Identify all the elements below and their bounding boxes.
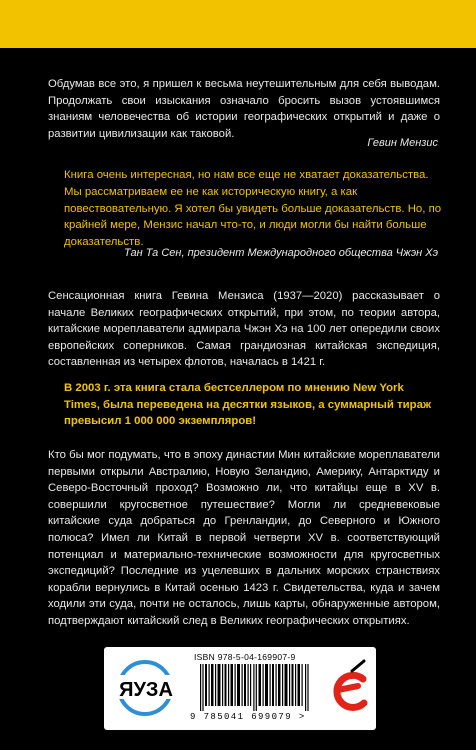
intro-paragraph: Обдумав все это, я пришел к весьма неутешительным для себя выводам. Продолжать свои изыскания означало бросить вызов устоявшимся знаниям человечества об истории географических открытий и даже о развитии цивилизации как таковой. xyxy=(48,78,440,140)
yauza-logo xyxy=(107,652,185,725)
yauza-logo-text: ЯУЗА xyxy=(119,679,173,701)
isbn-text: ISBN 978-5-04-169907-9 xyxy=(194,652,296,662)
review-quote: Книга очень интересная, но нам все еще не хватает доказательства. Мы рассматриваем ее не как историческую книгу, а как повествовательную. Я хотел бы увидеть больше доказательств. Но, по крайней мере, Мензис начал что-то, и люди могли бы найти больше доказательств. xyxy=(64,169,442,249)
barcode-bars xyxy=(200,664,312,711)
bestseller-highlight: В 2003 г. эта книга стала бестселлером по мнению New York Times, была переведена на десятки языков, а суммарный тираж превысил 1 000 000 экземпляров! xyxy=(64,382,432,428)
barcode-digits: 9 785041 699079 > xyxy=(190,712,306,722)
questions-paragraph: Кто бы мог подумать, что в эпоху династии Мин китайские мореплаватели первыми открыли Австралию, Новую Зеландию, Америку, Антарктиду и Северо-Восточный проход? Возможно ли, что китайцы еще в XV в. совершили кругосветное путешествие? Могли ли средневековые китайские суда добраться до Гренландии, до Северного и Южного полюса? Имел ли Китай в первой четверти XV в. соответствующий потенциал и материально-технические возможности для кругосветных экспедиций? Последние из уцелевших в дальних морских странствиях корабли вернулись в Китай осенью 1423 г. Свидетельства, куда и зачем ходили эти суда, почти не осталось, лишь карты, обнаруженные автором, подтверждают китайский след в Великих географических открытиях. xyxy=(48,449,440,627)
yellow-top-bar xyxy=(0,0,476,48)
eksmo-e-icon xyxy=(326,657,370,721)
intro-author: Гевин Мензис xyxy=(367,137,438,149)
review-author: Тан Та Сен, президент Международного общества Чжэн Хэ xyxy=(124,247,438,259)
description-paragraph: Сенсационная книга Гевина Мензиса (1937—2020) рассказывает о начале Великих географических открытий, при этом, по теории автора, китайские мореплаватели адмирала Чжэн Хэ на 100 лет опередили своих европейских соперников. Самая грандиозная китайская экспедиция, составленная из четырех флотов, началась в 1421 г. xyxy=(48,290,440,369)
barcode xyxy=(190,651,320,726)
publisher-block xyxy=(104,647,376,730)
